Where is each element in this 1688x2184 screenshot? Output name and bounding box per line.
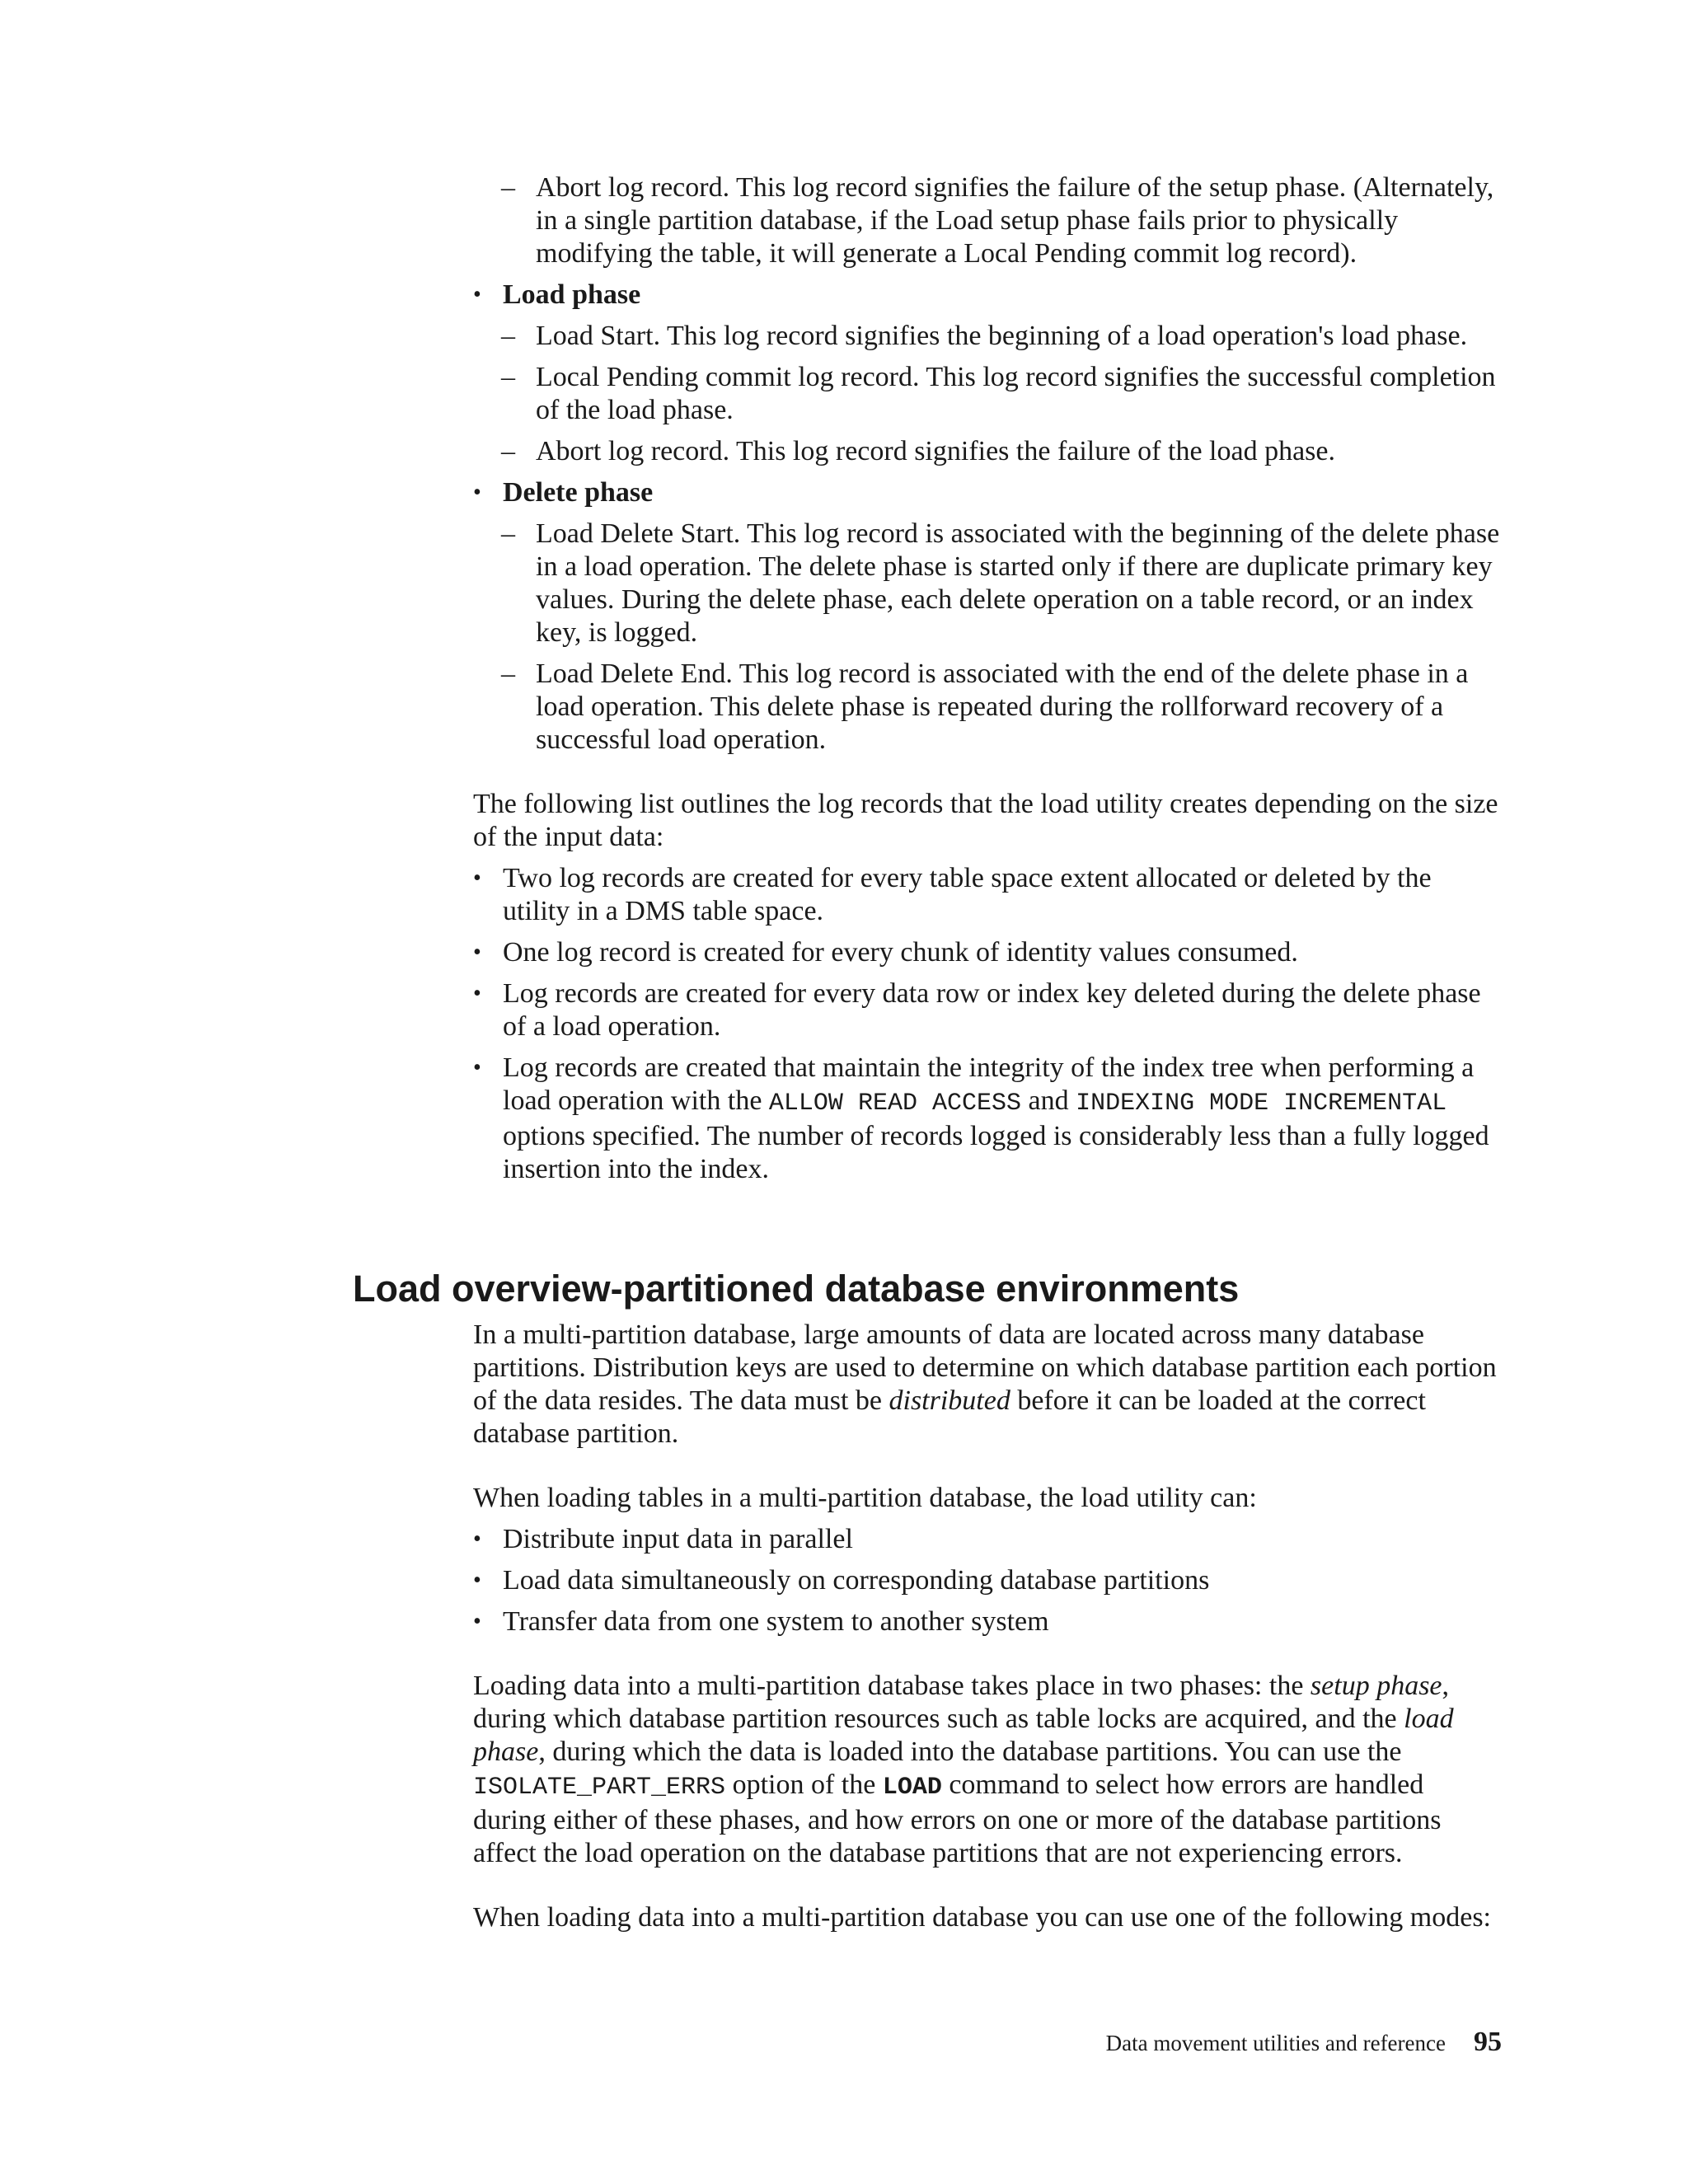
list-item bbox=[473, 1605, 1503, 1638]
capability-text: Transfer data from one system to another system bbox=[503, 1606, 1049, 1637]
modes-paragraph: When loading data into a multi-partition database you can use one of the following modes: bbox=[473, 1902, 1492, 1933]
page-footer bbox=[1106, 2026, 1502, 2060]
setup-abort-text: Abort log record. This log record signifies the failure of the setup phase. (Alternately, in a single partition database, if the Load setup phase fails prior to physically modifying the table, it will generate a Local Pending commit log record). bbox=[536, 172, 1494, 269]
page-number: 95 bbox=[1474, 2027, 1502, 2057]
list-item bbox=[473, 658, 1503, 757]
size-item-text: Two log records are created for every table space extent allocated or deleted by the utility in a DMS table space. bbox=[503, 863, 1432, 926]
paragraph-text: , during which the data is loaded into the database partitions. You can use the bbox=[538, 1736, 1402, 1767]
list-item bbox=[473, 862, 1503, 928]
dash-marker: – bbox=[501, 321, 515, 351]
emphasis-load-phase: load phase bbox=[473, 1704, 1454, 1767]
load-phase-item bbox=[473, 279, 1503, 312]
bullet-marker: • bbox=[473, 480, 481, 505]
bullet-marker: • bbox=[473, 282, 481, 307]
list-item bbox=[473, 361, 1503, 427]
size-intro-paragraph: The following list outlines the log records that the load utility creates depending on the size of the input data: bbox=[473, 789, 1498, 852]
list-item bbox=[473, 171, 1503, 270]
size-item-text: One log record is created for every chunk of identity values consumed. bbox=[503, 937, 1298, 968]
paragraph-text: Loading data into a multi-partition database takes place in two phases: the bbox=[473, 1671, 1311, 1701]
paragraph-text: In a multi-partition database, large amounts of data are located across many database partitions. Distribution keys are used to determine on which database partition each portion of the data resides. The data must be bbox=[473, 1319, 1497, 1416]
size-item-text-part: and bbox=[1020, 1085, 1076, 1116]
list-item bbox=[473, 1523, 1503, 1556]
size-item-text-part: Log records are created that maintain the integrity of the index tree when performing a load operation with the bbox=[503, 1052, 1475, 1116]
bullet-marker: • bbox=[473, 940, 481, 965]
bullet-marker: • bbox=[473, 1055, 481, 1080]
bullet-marker: • bbox=[473, 1526, 481, 1552]
bullet-marker: • bbox=[473, 865, 481, 891]
dash-marker: – bbox=[501, 658, 515, 689]
size-item-text-part: options specified. The number of records logged is considerably less than a fully logged insertion into the index. bbox=[503, 1121, 1489, 1184]
list-item bbox=[473, 977, 1503, 1043]
load-phase-item-text: Load Start. This log record signifies the beginning of a load operation's load phase. bbox=[536, 321, 1468, 351]
paragraph-text: , during which database partition resources such as table locks are acquired, and the bbox=[473, 1671, 1450, 1734]
capabilities-intro: When loading tables in a multi-partition database, the load utility can: bbox=[473, 1483, 1257, 1513]
bullet-marker: • bbox=[473, 981, 481, 1006]
dash-marker: – bbox=[501, 172, 515, 203]
paragraph-text: option of the bbox=[725, 1769, 883, 1800]
code-isolate-part-errs: ISOLATE_PART_ERRS bbox=[473, 1774, 726, 1802]
dash-marker: – bbox=[501, 518, 515, 549]
delete-phase-title: Delete phase bbox=[503, 477, 654, 508]
code-allow-read-access: ALLOW READ ACCESS bbox=[768, 1090, 1021, 1118]
emphasis-distributed: distributed bbox=[889, 1385, 1010, 1416]
section-body bbox=[473, 1319, 1503, 1943]
footer-title: Data movement utilities and reference bbox=[1105, 2031, 1446, 2055]
list-item bbox=[473, 1564, 1503, 1597]
delete-phase-item-text: Load Delete Start. This log record is associated with the beginning of the delete phase in a load operation. The delete phase is started only if there are duplicate primary key values. During the delete phase, each delete operation on a table record, or an index key, is logged. bbox=[536, 518, 1500, 648]
phases-paragraph bbox=[473, 1670, 1503, 1870]
bullet-marker: • bbox=[473, 1568, 481, 1593]
list-item bbox=[473, 518, 1503, 649]
list-item bbox=[473, 320, 1503, 353]
delete-phase-item-text: Load Delete End. This log record is associated with the end of the delete phase in a load operation. This delete phase is repeated during the rollforward recovery of a successful load operation. bbox=[536, 658, 1469, 755]
section-heading: Load overview-partitioned database environments bbox=[353, 1268, 1240, 1310]
size-item-text: Log records are created for every data row or index key deleted during the delete phase of a load operation. bbox=[503, 978, 1481, 1042]
paragraph-text: before it can be loaded at the correct database partition. bbox=[473, 1385, 1426, 1449]
list-item bbox=[473, 435, 1503, 468]
code-load-command: LOAD bbox=[882, 1774, 942, 1802]
delete-phase-item bbox=[473, 476, 1503, 509]
emphasis-setup-phase: setup phase bbox=[1310, 1671, 1442, 1701]
overview-paragraph bbox=[473, 1319, 1503, 1451]
log-records-list bbox=[473, 171, 1503, 1194]
list-item bbox=[473, 936, 1503, 969]
dash-marker: – bbox=[501, 362, 515, 392]
paragraph-text: command to select how errors are handled during either of these phases, and how errors on one or more of the database partitions affect the load operation on the database partitions that are not experiencing errors. bbox=[473, 1769, 1442, 1868]
capability-text: Distribute input data in parallel bbox=[503, 1524, 853, 1554]
list-item bbox=[473, 1052, 1503, 1186]
capability-text: Load data simultaneously on corresponding database partitions bbox=[503, 1565, 1210, 1596]
load-phase-item-text: Abort log record. This log record signifies the failure of the load phase. bbox=[536, 436, 1335, 466]
dash-marker: – bbox=[501, 436, 515, 466]
load-phase-title: Load phase bbox=[503, 279, 641, 310]
load-phase-item-text: Local Pending commit log record. This log record signifies the successful completion of the load phase. bbox=[536, 362, 1496, 425]
bullet-marker: • bbox=[473, 1609, 481, 1634]
code-indexing-mode: INDEXING MODE INCREMENTAL bbox=[1076, 1090, 1447, 1118]
